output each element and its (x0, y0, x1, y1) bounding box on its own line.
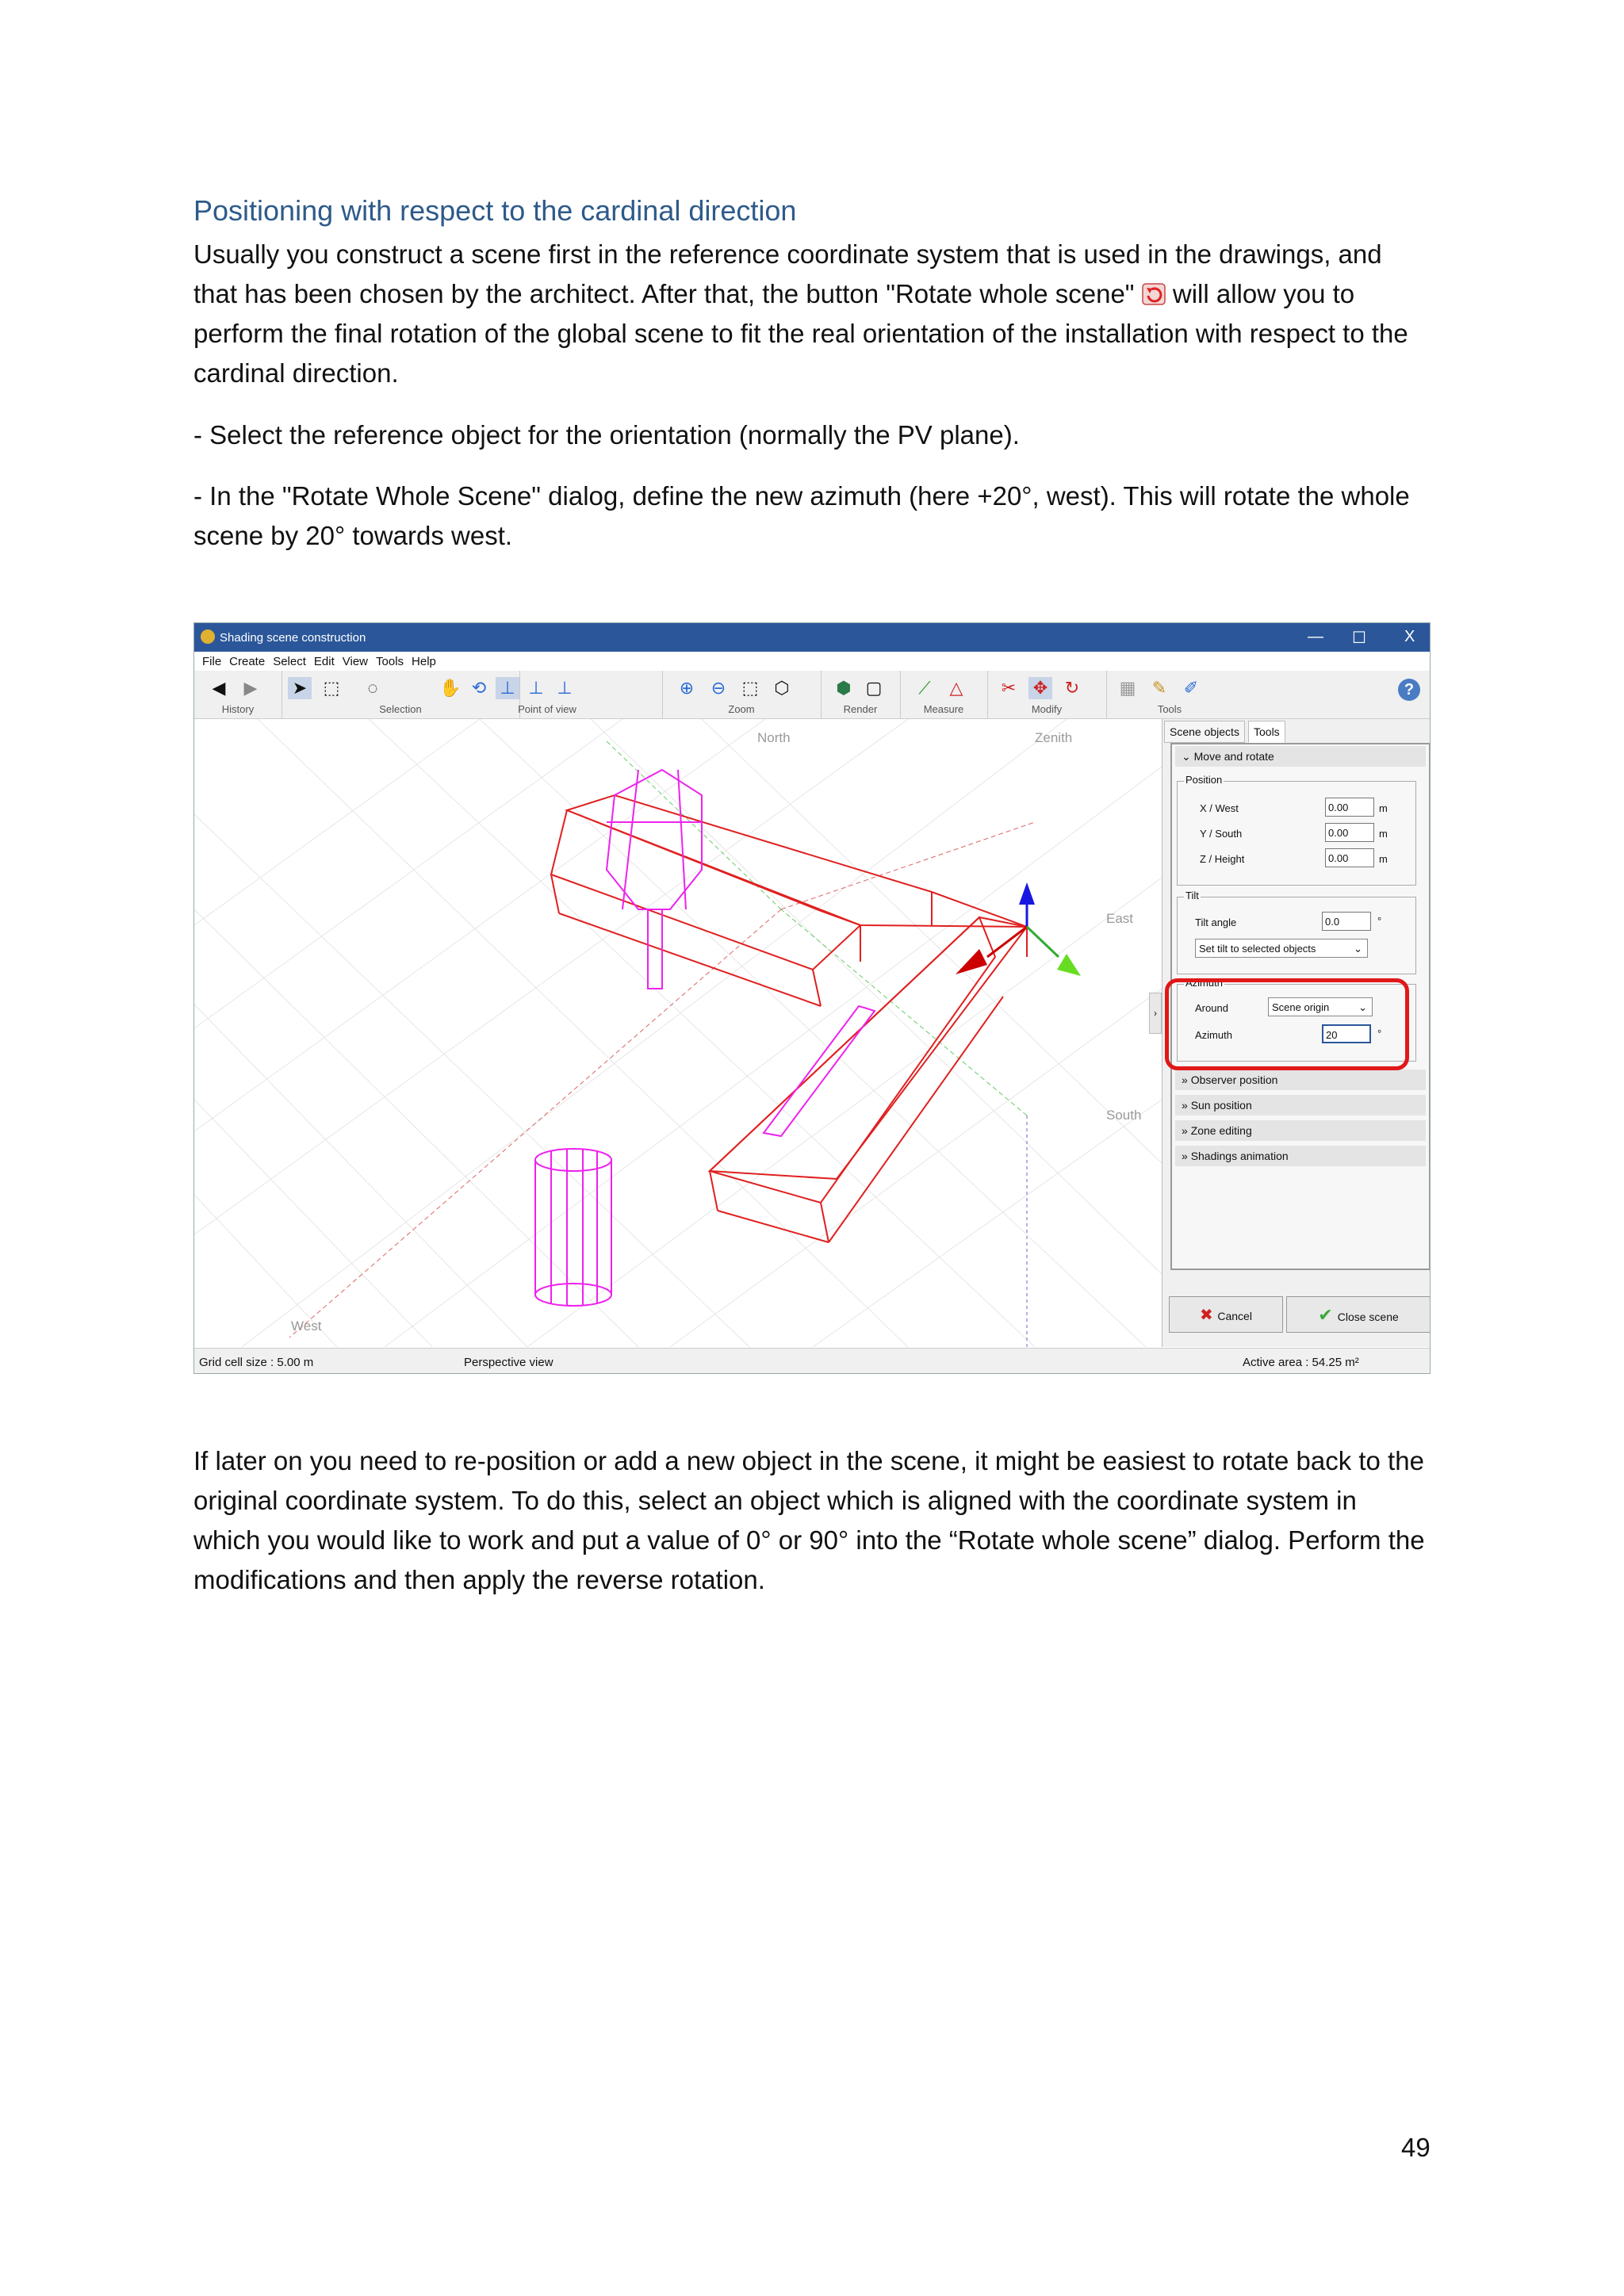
toolbar-label-render: Render (843, 703, 878, 715)
azimuth-highlight (1165, 978, 1409, 1070)
tilt-angle-input[interactable]: 0.0 (1322, 912, 1371, 931)
close-button[interactable]: X (1404, 628, 1415, 645)
zoom-out-icon[interactable]: ⊖ (710, 678, 726, 698)
z-height-input[interactable]: 0.00 (1325, 848, 1374, 867)
menu-select[interactable]: Select (273, 655, 306, 668)
menu-bar (194, 652, 1430, 671)
toolbar-group-point-of-view (432, 671, 663, 718)
section-observer-label: Observer position (1190, 1073, 1278, 1086)
status-bar (194, 1348, 1430, 1374)
x-unit: m (1379, 802, 1388, 814)
section-move-rotate[interactable] (1175, 746, 1426, 767)
menu-create[interactable]: Create (229, 655, 266, 668)
y-unit: m (1379, 828, 1388, 840)
position-group-title: Position (1185, 774, 1223, 786)
window-title: Shading scene construction (220, 631, 366, 645)
menu-view[interactable]: View (342, 655, 369, 668)
double-chevron-right-icon: » (1182, 1099, 1191, 1112)
section-heading: Positioning with respect to the cardinal direction (193, 194, 797, 227)
rotate-icon[interactable]: ↻ (1064, 678, 1080, 698)
maximize-button[interactable]: ☐ (1352, 629, 1366, 647)
render-wire-icon[interactable]: ▢ (865, 678, 883, 698)
label-west: West (291, 1318, 322, 1334)
scissors-icon[interactable]: ✂ (1001, 678, 1017, 698)
toolbar-group-tools (1106, 671, 1233, 718)
double-chevron-right-icon: » (1182, 1124, 1191, 1137)
paragraph-intro (193, 235, 1431, 393)
minimize-button[interactable]: — (1308, 628, 1323, 645)
forward-arrow-icon[interactable]: ▶ (243, 678, 258, 698)
y-south-label: Y / South (1200, 828, 1243, 840)
close-scene-label: Close scene (1337, 1311, 1399, 1323)
help-icon[interactable]: ? (1398, 679, 1420, 701)
position-group (1177, 774, 1416, 886)
lasso-select-icon[interactable]: ◌ (367, 678, 378, 698)
measure-line-icon[interactable]: ⟋ (918, 678, 931, 698)
y-south-input[interactable]: 0.00 (1325, 823, 1374, 842)
azimuth-unit: ° (1377, 1027, 1382, 1039)
page-number: 49 (1401, 2133, 1431, 2162)
azimuth-label: Azimuth (1195, 1029, 1232, 1041)
toolbar-label-modify: Modify (1031, 703, 1063, 715)
tilt-select-value: Set tilt to selected objects (1199, 943, 1316, 955)
pencil-icon[interactable]: ✎ (1151, 678, 1167, 698)
label-south: South (1106, 1108, 1142, 1123)
toolbar-group-render (821, 671, 901, 718)
menu-tools[interactable]: Tools (376, 655, 404, 668)
section-shadings-label: Shadings animation (1190, 1150, 1289, 1162)
building-wireframe (551, 795, 1027, 1242)
grid-icon[interactable]: ▦ (1119, 678, 1136, 698)
transform-gizmo[interactable] (956, 882, 1081, 976)
tree-wireframe (607, 770, 702, 989)
azimuth-input[interactable]: 20 (1322, 1024, 1371, 1043)
label-north: North (757, 730, 791, 745)
tab-tools[interactable]: Tools (1248, 721, 1285, 743)
around-select-value: Scene origin (1272, 1001, 1330, 1013)
toolbar-group-modify (987, 671, 1107, 718)
tilt-unit: ° (1377, 915, 1382, 927)
orbit-icon[interactable]: ⟲ (471, 678, 487, 698)
toolbar-label-tools: Tools (1157, 703, 1182, 715)
tools-edit-icon[interactable]: ✐ (1183, 678, 1199, 698)
tilt-angle-label: Tilt angle (1195, 916, 1237, 928)
label-zenith: Zenith (1035, 730, 1073, 745)
label-east: East (1106, 911, 1134, 926)
paragraph-reposition: If later on you need to re-position or add a new object in the scene, it might be easiest to rotate back to the original coordinate system. To do this, select an object which is aligned with the coordinate system in which you would like to work and put a value of 0° or 90° into the “Rotate whole scene” dialog. Perform the modifications and then apply the reverse rotation. (193, 1446, 1425, 1594)
toolbar-label-measure: Measure (923, 703, 964, 715)
east-axis (781, 822, 1035, 909)
section-zone-label: Zone editing (1190, 1124, 1252, 1137)
app-screenshot (193, 622, 1431, 1374)
tilt-group-title: Tilt (1185, 890, 1199, 901)
menu-edit[interactable]: Edit (313, 655, 335, 668)
around-label: Around (1195, 1002, 1228, 1014)
render-solid-icon[interactable]: ⬢ (836, 678, 852, 698)
scene-drawing (194, 719, 1162, 1347)
menu-file[interactable]: File (202, 655, 222, 668)
z-handle-icon[interactable] (1019, 882, 1035, 905)
axes-yz-icon[interactable]: ⊥ (557, 678, 573, 698)
toolbar-group-history (194, 671, 282, 718)
z-height-label: Z / Height (1200, 853, 1245, 865)
azimuth-group-title: Azimuth (1185, 977, 1223, 989)
rotate-scene-icon (1142, 283, 1166, 305)
menu-help[interactable]: Help (412, 655, 436, 668)
title-bar (194, 623, 1430, 652)
back-arrow-icon[interactable]: ◀ (212, 678, 226, 698)
toolbar-group-measure (900, 671, 988, 718)
status-view-mode: Perspective view (464, 1356, 553, 1369)
zoom-fit-icon[interactable]: ⬡ (774, 678, 790, 698)
paragraph-intro-start: Usually you construct a scene first in the reference coordinate system that is used in the drawings, and that has been chosen by the architect. After that, the button "Rotate whole scene" (193, 239, 1382, 308)
cancel-x-icon: ✖ (1200, 1307, 1218, 1324)
x-west-input[interactable]: 0.00 (1325, 798, 1374, 817)
app-icon (201, 629, 215, 644)
paragraph-dialog: - In the "Rotate Whole Scene" dialog, define the new azimuth (here +20°, west). This will rotate the whole scene by 20° towards west. (193, 481, 1410, 550)
section-sun-position[interactable] (1175, 1095, 1426, 1115)
toolbar-label-point-of-view: Point of view (518, 703, 576, 715)
axes-xz-icon[interactable]: ⊥ (528, 678, 544, 698)
dropdown-arrow-icon: ⌄ (1354, 943, 1362, 955)
checkmark-icon: ✔ (1318, 1305, 1338, 1325)
dropdown-arrow-icon: ⌄ (1358, 1001, 1367, 1013)
pv-plane (764, 1006, 875, 1136)
section-shadings-animation[interactable] (1175, 1146, 1426, 1166)
pointer-icon[interactable]: ➤ (288, 677, 312, 699)
zoom-in-icon[interactable]: ⊕ (679, 678, 695, 698)
toolbar (194, 671, 1430, 719)
tab-scene-objects[interactable]: Scene objects (1164, 721, 1245, 743)
z-unit: m (1379, 853, 1388, 865)
toolbar-label-zoom: Zoom (728, 703, 755, 715)
measure-angle-icon[interactable]: △ (949, 678, 963, 698)
x-west-label: X / West (1200, 802, 1239, 814)
toolbar-group-zoom (662, 671, 822, 718)
section-observer-position[interactable] (1175, 1070, 1426, 1090)
section-sun-label: Sun position (1190, 1099, 1252, 1112)
rect-select-icon[interactable]: ⬚ (323, 678, 340, 698)
y-handle-icon[interactable] (1057, 954, 1081, 976)
ground-grid (194, 719, 1162, 1347)
cylinder-wireframe (535, 1149, 611, 1306)
paragraph-intro-end: will allow you to perform the final rotation of the global scene to fit the real orientation of the installation with respect to the cardinal direction. (193, 279, 1408, 388)
cancel-label: Cancel (1217, 1310, 1252, 1322)
x-handle-icon[interactable] (956, 949, 987, 974)
tilt-group (1177, 890, 1416, 974)
cancel-button[interactable] (1169, 1296, 1283, 1333)
section-move-rotate-label: Move and rotate (1193, 750, 1274, 763)
status-grid-size: Grid cell size : 5.00 m (199, 1356, 314, 1369)
toolbar-label-history: History (221, 703, 255, 715)
section-zone-editing[interactable] (1175, 1120, 1426, 1141)
toolbar-label-selection: Selection (379, 703, 422, 715)
tilt-select[interactable] (1195, 939, 1368, 958)
double-chevron-right-icon: » (1182, 1150, 1191, 1162)
double-chevron-right-icon: » (1182, 1073, 1191, 1086)
move-icon[interactable]: ✥ (1028, 677, 1052, 699)
panel-collapse-handle[interactable]: › (1149, 993, 1162, 1034)
paragraph-select: - Select the reference object for the orientation (normally the PV plane). (193, 420, 1020, 450)
3d-viewport[interactable] (194, 719, 1162, 1347)
zoom-window-icon[interactable]: ⬚ (741, 678, 759, 698)
chevron-down-icon: ⌄ (1182, 750, 1194, 763)
axes-xy-icon[interactable]: ⊥ (496, 677, 519, 699)
status-active-area: Active area : 54.25 m² (1243, 1356, 1359, 1369)
close-scene-button[interactable] (1286, 1296, 1431, 1333)
hand-icon[interactable]: ✋ (439, 678, 462, 698)
